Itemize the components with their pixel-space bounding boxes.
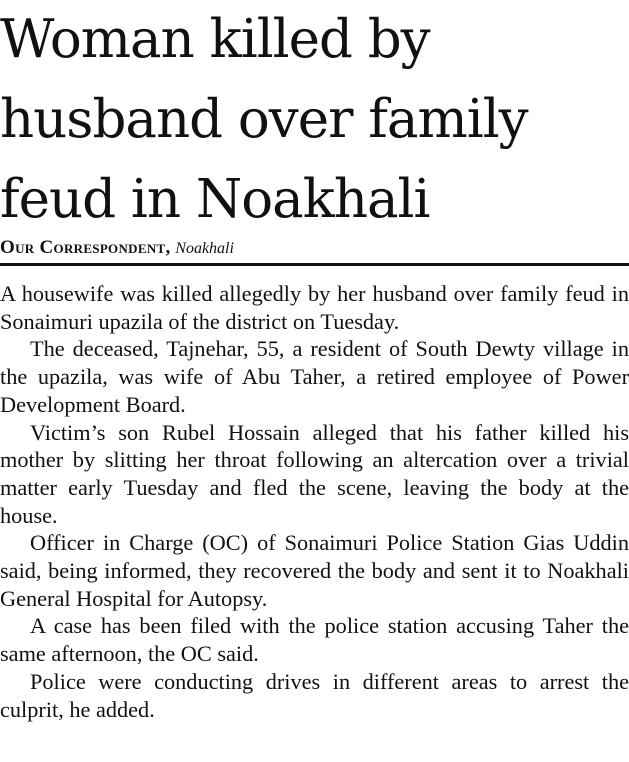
headline-line: feud in Noakhali bbox=[0, 169, 430, 230]
paragraph: Victim’s son Rubel Hossain alleged that his father killed his mother by slitting her throat following an altercation over a trivial matter early Tuesday and fled the scene, leaving the body at the house. bbox=[0, 419, 629, 528]
article-body bbox=[0, 280, 629, 723]
divider-rule bbox=[0, 263, 629, 266]
paragraph: A case has been filed with the police station accusing Taher the same afternoon, the OC said. bbox=[0, 613, 629, 667]
headline-line: husband over family bbox=[0, 89, 528, 150]
byline-place: Noakhali bbox=[175, 240, 234, 257]
paragraph: Police were conducting drives in different areas to arrest the culprit, he added. bbox=[0, 668, 629, 722]
paragraph: A housewife was killed allegedly by her husband over family feud in Sonaimuri upazila of the district on Tuesday. bbox=[0, 281, 629, 334]
paragraph: Officer in Charge (OC) of Sonaimuri Police Station Gias Uddin said, being informed, they recovered the body and sent it to Noakhali General Hospital for Autopsy. bbox=[0, 530, 629, 611]
byline-author: Our Correspondent, bbox=[0, 237, 171, 258]
headline bbox=[0, 0, 629, 240]
headline-line: Woman killed by bbox=[0, 9, 430, 70]
paragraph: The deceased, Tajnehar, 55, a resident of South Dewty village in the upazila, was wife of Abu Taher, a retired employee of Power Development Board. bbox=[0, 336, 629, 417]
